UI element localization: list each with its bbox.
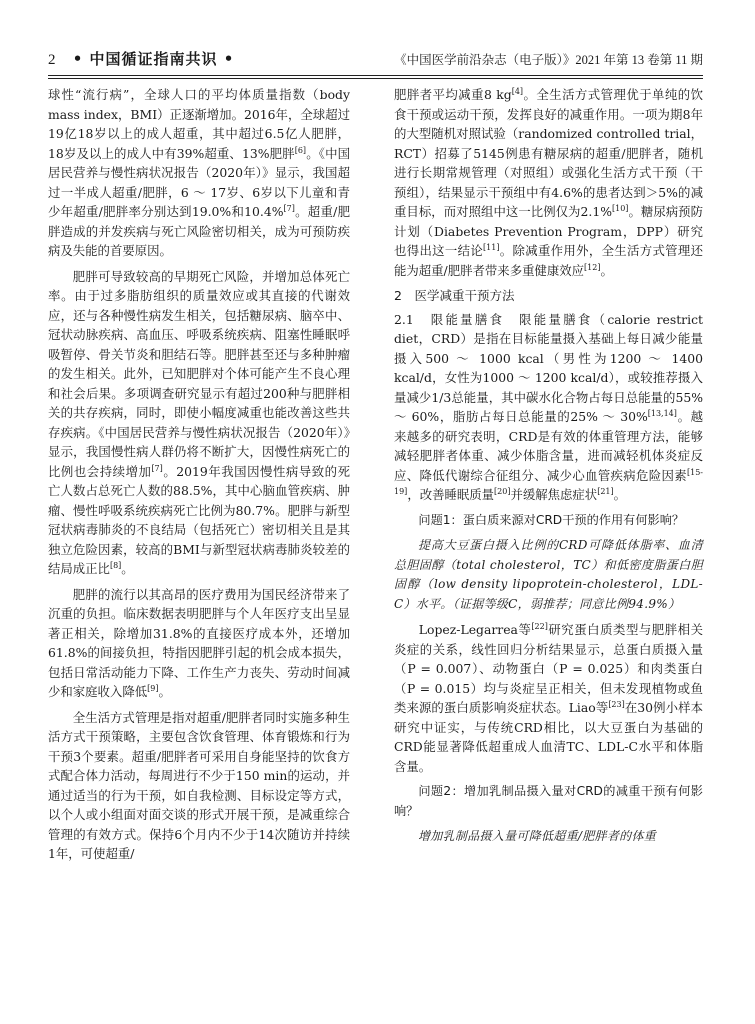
section-title: • 中国循证指南共识 • — [72, 50, 235, 68]
recommendation: 增加乳制品摄入量可降低超重/肥胖者的体重 — [418, 829, 657, 843]
citation: [11] — [483, 242, 500, 252]
page-number: 2 — [48, 52, 57, 68]
citation: [7] — [283, 203, 295, 213]
journal-title: 《中国医学前沿杂志（电子版）》2021 年第 13 卷第 11 期 — [394, 53, 703, 67]
header-rule-top — [48, 75, 703, 76]
header-rule-bottom — [48, 78, 703, 79]
citation: [4] — [511, 86, 524, 96]
recommendation: 提高大豆蛋白摄入比例的CRD可降低体脂率、血清总胆固醇（total cholesterol，TC）和低密度脂蛋白胆固醇（low density lipoprotein-cholesterol，LDL-C）水平。（证据等级C，弱推荐；同意比例94.9%） — [394, 538, 703, 611]
citation: [21] — [597, 486, 614, 496]
citation: [15-19] — [394, 467, 703, 496]
subsection-number: 2.1 — [394, 311, 431, 327]
citation: [12] — [584, 262, 601, 272]
right-column — [394, 85, 703, 853]
page-header — [48, 48, 703, 76]
paragraph: 球性“流行病”，全球人口的平均体质量指数（body mass index，BMI）正逐渐增加。2016年，全球超过19亿18岁以上的成人超重，其中超过6.5亿人肥胖，18岁及以上的成人中有39%超重、13%肥胖[6]。《中国居民营养与慢性病状况报告（2020年）》显示，我国超过一半成人超重/肥胖，6 ～ 17岁、6岁以下儿童和青少年超重/肥胖率分别达到19.0%和10.4%[7]。超重/肥胖造成的并发疾病与死亡风险密切相关，成为可预防疾病及失能的首要原因。 — [48, 87, 350, 258]
citation: [8] — [109, 560, 122, 570]
citation: [6] — [294, 145, 307, 155]
paragraph: 2.1 限能量膳食 限能量膳食（calorie restrict diet，CRD）是指在目标能量摄入基础上每日减少能量摄入500 ～ 1000 kcal（男性为1200 ～ 1400 kcal/d，女性为1000 ～ 1200 kcal/d），或较推荐摄入量减少1/3总能量，其中碳水化合物占每日总能量的55% ～ 60%，脂肪占每日总能量的25% ～ 30%[13,14]。越来越多的研究表明，CRD是有效的体重管理方法，能够减轻肥胖者体重、减少体脂含量，进而减轻机体炎症反应、降低代谢综合征组分、减少心血管疾病危险因素[15-19]，改善睡眠质量[20]并缓解焦虑症状[21]。 — [394, 311, 704, 502]
citation: [9] — [147, 683, 159, 693]
paragraph: 全生活方式管理是指对超重/肥胖者同时实施多种生活方式干预策略，主要包含饮食管理、体育锻炼和行为干预3个要素。超重/肥胖者可采用自身能坚持的饮食方式配合体力活动，每周进行不少于150 min的运动，并通过适当的行为干预，如自我检测、目标设定等方式，以个人或小组面对面交谈的形式开展干预，是减重综合管理的有效方式。保持6个月内不少于14次随访并持续1年，可使超重/ — [48, 709, 350, 861]
citation: [22] — [531, 621, 548, 631]
section-heading: 2 医学减重干预方法 — [394, 288, 515, 303]
paragraph: Lopez-Legarrea等[22]研究蛋白质类型与肥胖相关炎症的关系，线性回归分析结果显示，总蛋白质摄入量（P = 0.007）、动物蛋白（P = 0.025）和肉类蛋白（P = 0.015）均与炎症呈正相关，但未发现植物或鱼类来源的蛋白质影响炎症状态。Liao等[23]在30例小样本研究中证实，与传统CRD相比，以大豆蛋白为基础的CRD能显著降低超重成人血清TC、LDL-C水平和体脂含量。 — [394, 621, 703, 774]
question-heading: 问题1：蛋白质来源对CRD干预的作用有何影响？ — [418, 512, 685, 527]
citation: [10] — [611, 203, 629, 213]
question-heading: 问题2：增加乳制品摄入量对CRD的减重干预有何影响？ — [394, 784, 703, 818]
paragraph: 肥胖可导致较高的早期死亡风险，并增加总体死亡率。由于过多脂肪组织的质量效应或其直接的代谢效应，还与各种慢性病发生相关，包括糖尿病、脑卒中、冠状动脉疾病、高血压、呼吸系统疾病、阻塞性睡眠呼吸暂停、骨关节炎和胆结石等。肥胖甚至还与多种肿瘤的发生相关。此外，已知肥胖对个体可能产生不良心理和社会后果。多项调查研究显示有超过200种与肥胖相关的共存疾病，同时，即使小幅度减重也能改善这些共存疾病。《中国居民营养与慢性病状况报告（2020年）》显示，我国慢性病人群仍将不断扩大，因慢性病死亡的比例也会持续增加[7]。2019年我国因慢性病导致的死亡人数占总死亡人数的88.5%，其中心脑血管疾病、肿瘤、慢性呼吸系统疾病死亡比例为80.7%。肥胖与新型冠状病毒肺炎的不良结局（包括死亡）密切相关且是其独立危险因素，较高的BMI与新型冠状病毒肺炎较差的结局成正比[8]。 — [48, 268, 350, 576]
left-column — [48, 85, 350, 870]
citation: [7] — [151, 463, 163, 473]
citation: [20] — [494, 486, 511, 496]
header-left — [48, 48, 234, 69]
citation: [23] — [608, 699, 625, 709]
paragraph: 肥胖的流行以其高昂的医疗费用为国民经济带来了沉重的负担。临床数据表明肥胖与个人年医疗支出呈显著正相关，除增加31.8%的直接医疗成本外，还增加61.8%的间接负担，特指因肥胖引起的机会成本损失，包括日常活动能力下降、工作生产力丧失、劳动时间减少和家庭收入降低[9]。 — [48, 586, 350, 699]
citation: [13,14] — [647, 408, 677, 418]
subsection-title: 限能量膳食 — [430, 311, 505, 327]
paragraph: 肥胖者平均减重8 kg[4]。全生活方式管理优于单纯的饮食干预或运动干预，发挥良好的减重作用。一项为期8年的大型随机对照试验（randomized controlled trial，RCT）招募了5145例患有糖尿病的超重/肥胖者，随机进行长期常规管理（对照组）或强化生活方式干预（干预组），结果显示干预组中有4.6%的患者达到＞5%的减重目标，而对照组中这一比例仅为2.1%[10]。糖尿病预防计划（Diabetes Prevention Program，DPP）研究也得出这一结论[11]。除减重作用外，全生活方式管理还能为超重/肥胖者带来多重健康效应[12]。 — [394, 86, 704, 278]
